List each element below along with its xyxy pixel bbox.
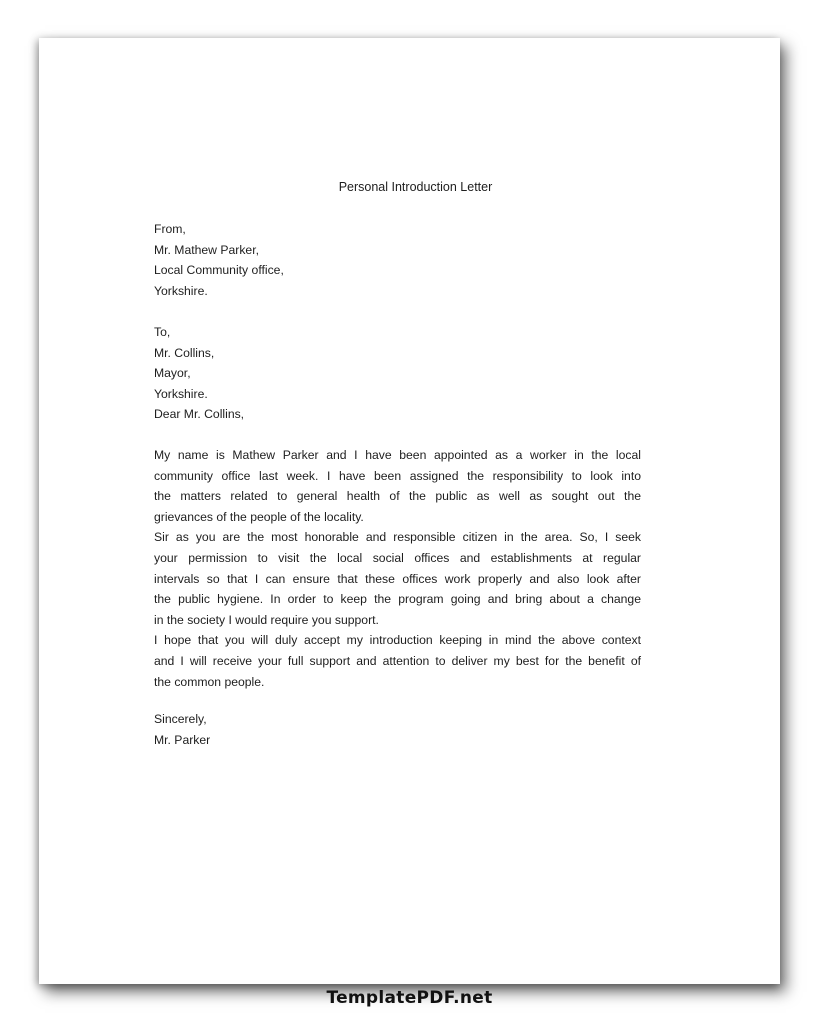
body-line: My name is Mathew Parker and I have been appointed as a worker in the local [154,448,641,462]
letter-page [39,38,780,984]
body-line: Sir as you are the most honorable and responsible citizen in the area. So, I seek [154,530,641,545]
body-line: intervals so that I can ensure that these offices work properly and also look after [154,571,641,586]
body-paragraph-1 [154,445,641,692]
body-line: in the society I would require you support. [154,612,379,627]
signature-name: Mr. Parker [154,733,211,747]
from-line: Local Community office, [154,263,284,277]
from-line: Yorkshire. [154,284,208,298]
from-line: From, [154,222,186,236]
to-line: To, [154,325,171,339]
body-line: community office last week. I have been assigned the responsibility to look into [154,468,641,483]
body-line: and I will receive your full support and attention to deliver my best for the benefit of [154,653,641,668]
body-line: the public hygiene. In order to keep the program going and bring about a change [154,592,641,607]
body-line: I hope that you will duly accept my introduction keeping in mind the above context [154,633,641,648]
body-line: the matters related to general health of the public as well as sought out the [154,489,641,504]
body-line: your permission to visit the local social offices and establishments at regular [154,550,641,565]
to-line: Mayor, [154,366,191,380]
to-line: Mr. Collins, [154,346,215,360]
closing-line: Sincerely, [154,712,207,726]
site-watermark: TemplatePDF.net [326,988,493,1008]
body-line: grievances of the people of the locality. [154,509,364,524]
body-line: the common people. [154,674,265,689]
from-line: Mr. Mathew Parker, [154,243,259,257]
to-line: Yorkshire. [154,387,208,401]
letter-title: Personal Introduction Letter [338,180,493,194]
salutation: Dear Mr. Collins, [154,407,245,421]
